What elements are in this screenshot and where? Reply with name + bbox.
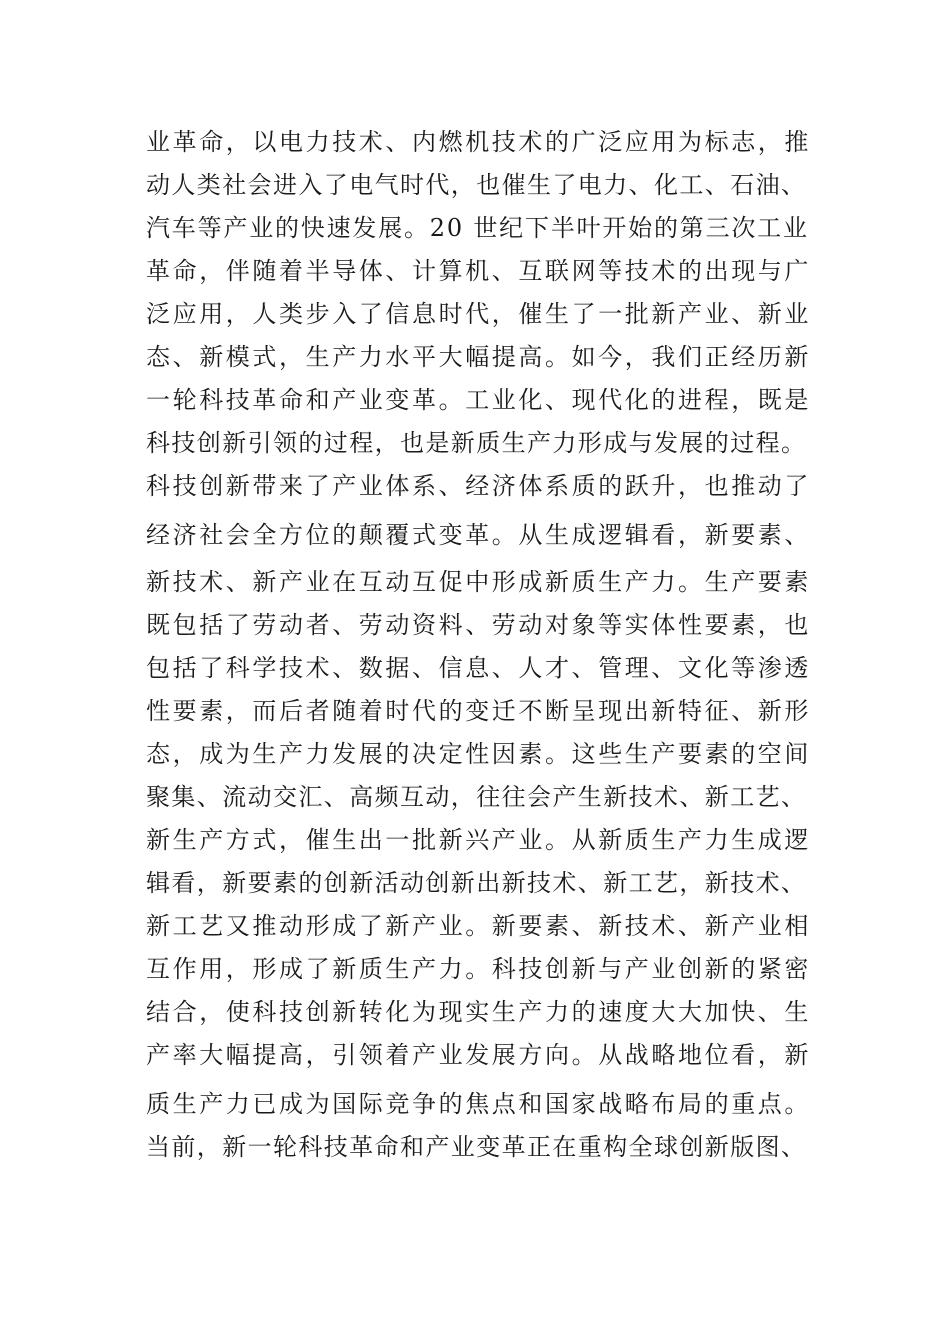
text-line: 产率大幅提高，引领着产业发展方向。从战略地位看，新 [146,1041,811,1069]
text-line: 业革命，以电力技术、内燃机技术的广泛应用为标志，推 [146,128,811,156]
text-line: 动人类社会进入了电气时代，也催生了电力、化工、石油、 [146,171,807,199]
text-line: 质生产力已成为国际竞争的焦点和国家战略布局的重点。 [146,1090,811,1118]
text-line: 辑看，新要素的创新活动创新出新技术、新工艺，新技术、 [146,869,807,897]
text-line: 一轮科技革命和产业变革。工业化、现代化的进程，既是 [146,386,811,414]
text-line: 结合，使科技创新转化为现实生产力的速度大大加快、生 [146,998,811,1026]
text-line: 泛应用，人类步入了信息时代，催生了一批新产业、新业 [146,300,811,328]
text-line: 新技术、新产业在互动互促中形成新质生产力。生产要素 [146,568,811,596]
text-line: 科技创新带来了产业体系、经济体系质的跃升，也推动了 [146,472,811,500]
text-line: 聚集、流动交汇、高频互动，往往会产生新技术、新工艺、 [146,783,807,811]
text-line: 科技创新引领的过程，也是新质生产力形成与发展的过程。 [146,429,807,457]
text-line: 态，成为生产力发展的决定性因素。这些生产要素的空间 [146,740,811,768]
text-line: 性要素，而后者随着时代的变迁不断呈现出新特征、新形 [146,697,811,725]
text-line: 互作用，形成了新质生产力。科技创新与产业创新的紧密 [146,955,811,983]
text-line: 经济社会全方位的颠覆式变革。从生成逻辑看，新要素、 [146,521,811,549]
text-line: 新生产方式，催生出一批新兴产业。从新质生产力生成逻 [146,826,811,854]
text-line: 既包括了劳动者、劳动资料、劳动对象等实体性要素，也 [146,611,811,639]
text-line: 汽车等产业的快速发展。20 世纪下半叶开始的第三次工业 [146,214,809,242]
text-line: 革命，伴随着半导体、计算机、互联网等技术的出现与广 [146,257,811,285]
text-line: 态、新模式，生产力水平大幅提高。如今，我们正经历新 [146,343,811,371]
text-line: 当前，新一轮科技革命和产业变革正在重构全球创新版图、 [146,1133,807,1161]
text-line: 新工艺又推动形成了新产业。新要素、新技术、新产业相 [146,912,811,940]
text-line: 包括了科学技术、数据、信息、人才、管理、文化等渗透 [146,654,811,682]
